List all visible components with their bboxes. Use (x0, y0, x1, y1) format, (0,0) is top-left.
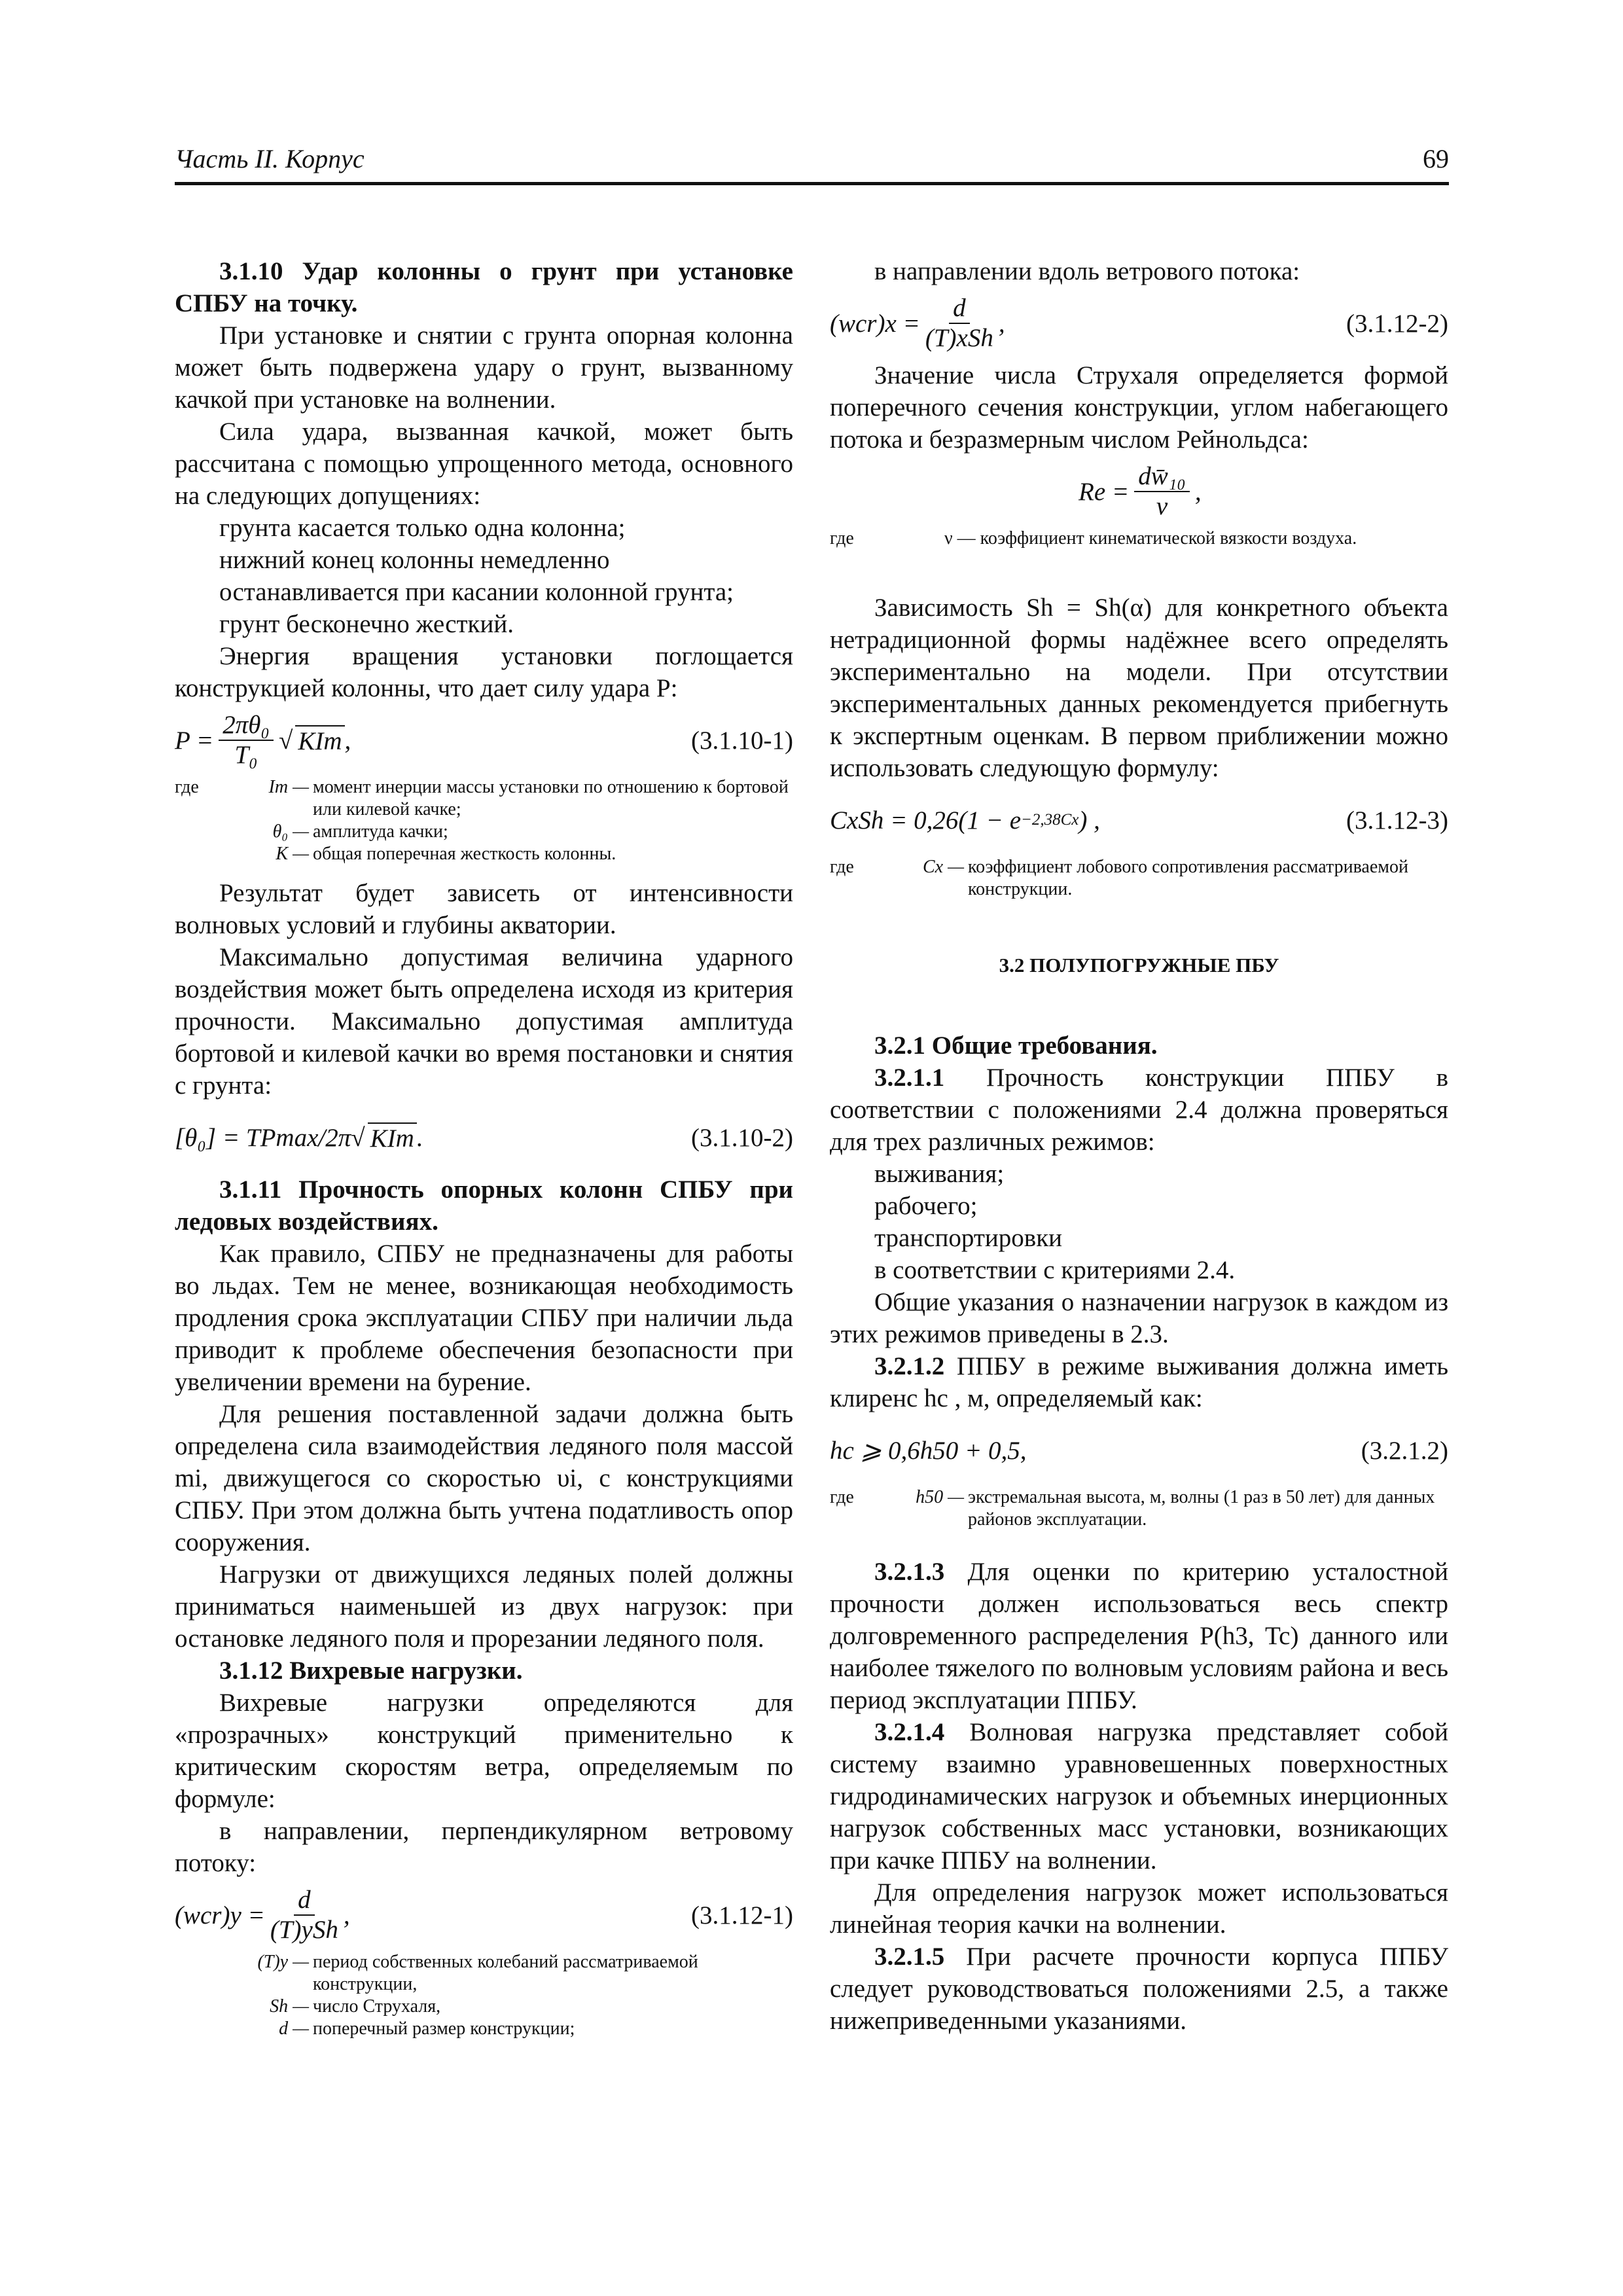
sqrt-sign: √ (351, 1123, 365, 1152)
paragraph: в направлении, перпендикулярном ветровому потоку: (175, 1817, 793, 1877)
paragraph (830, 1556, 1448, 1716)
paragraph: Результат будет зависеть от интенсивности волновых условий и глубины акватории. (175, 879, 793, 939)
paragraph (830, 1941, 1448, 2037)
clause-number: 3.2.1.4 (874, 1718, 945, 1746)
symbol-definition: коэффициент лобового сопротивления рассматриваемой конструкции. (968, 857, 1408, 899)
symbol: Cx — (923, 857, 964, 877)
section-3-1-12-heading: 3.1.12 Вихревые нагрузки. (219, 1657, 523, 1685)
left-column (175, 255, 793, 2040)
equation-tail: ) , (1079, 806, 1100, 834)
equation-3-1-10-1 (175, 708, 793, 772)
clause-number: 3.2.1.5 (874, 1943, 945, 1971)
list-item: рабочего; (874, 1192, 978, 1220)
equation-tail: , (344, 726, 351, 755)
fraction-denominator: (T)ySh (270, 1916, 338, 1944)
fraction (925, 294, 993, 353)
sqrt-radicand: KIm (368, 1122, 417, 1153)
symbol-definition: амплитуда качки; (313, 821, 448, 842)
paragraph: Для решения поставленной задачи должна быть определена сила взаимодействия ледяного поля массой mi, движущегося со скоростью υi, с конструкциями СПБУ. При этом должна быть учтена податливость опор сооружения. (175, 1400, 793, 1556)
symbol: θ₀ — (272, 821, 309, 842)
fraction-denominator: (T)xSh (925, 324, 993, 352)
paragraph: Сила удара, вызванная качкой, может быть рассчитана с помощью упрощенного метода, основного на следующих допущениях: (175, 418, 793, 510)
paragraph: Максимально допустимая величина ударного воздействия может быть определена исходя из критерия прочности. Максимально допустимая амплитуда бортовой и килевой качки во время постановки и снятия с грунта: (175, 943, 793, 1100)
equation-number: (3.1.12-2) (1346, 309, 1448, 338)
symbol-definition: общая поперечная жесткость колонны. (313, 844, 616, 864)
equation-tail: , (1194, 477, 1202, 506)
paragraph (830, 1716, 1448, 1876)
where-block (830, 856, 1448, 901)
clause-text: Прочность конструкции ППБУ в соответствии с положениями 2.4 должна проверяться для трех различных режимов: (830, 1064, 1448, 1156)
equation-lhs: (wcr)y = (175, 1901, 265, 1929)
header-title: Часть II. Корпус (175, 144, 365, 173)
equation-3-1-12-2 (830, 291, 1448, 355)
symbol-definition: момент инерции массы установки по отношению к бортовой или килевой качке; (313, 777, 789, 819)
equation-lhs: (wcr)x = (830, 309, 920, 338)
fraction-numerator: d (949, 294, 970, 324)
symbol: d — (279, 2018, 309, 2039)
equation-3-1-12-1 (175, 1883, 793, 1947)
equation-number: (3.2.1.2) (1361, 1436, 1448, 1465)
paragraph: Нагрузки от движущихся ледяных полей должны приниматься наименьшей из двух нагрузок: при остановке ледяного поля и прорезании ледяного поля. (175, 1560, 793, 1653)
equation-lhs: CxSh = 0,26(1 − e (830, 806, 1022, 834)
where-label: где (830, 1487, 854, 1507)
list-item: в соответствии с критериями 2.4. (874, 1256, 1236, 1284)
equation-lhs: Re = (1079, 477, 1130, 506)
clause-number: 3.2.1.3 (874, 1558, 945, 1586)
paragraph (830, 1062, 1448, 1158)
equation-number: (3.1.10-2) (691, 1123, 793, 1152)
paragraph: Как правило, СПБУ не предназначены для работы во льдах. Тем не менее, возникающая необходимость продления срока эксплуатации СПБУ при наличии льда приводит к проблеме обеспечения безопасности при увеличении времени на бурение. (175, 1240, 793, 1396)
equation-lhs: P = (175, 726, 214, 755)
equation-3-1-10-2 (175, 1105, 793, 1170)
fraction-numerator: 2πθ₀ (219, 711, 274, 741)
symbol-definition: экстремальная высота, м, волны (1 раз в 50 лет) для данных районов эксплуатации. (968, 1487, 1435, 1530)
equation-3-2-1-2 (830, 1418, 1448, 1482)
paragraph (830, 1350, 1448, 1414)
running-header (175, 143, 1449, 185)
where-block (175, 776, 793, 865)
sqrt-radicand: KIm (295, 725, 344, 756)
clause-text: ППБУ в режиме выживания должна иметь клиренс hc , м, определяемый как: (830, 1352, 1449, 1412)
list-item: грунта касается только одна колонна; (219, 514, 626, 542)
where-label: где (175, 777, 199, 797)
paragraph: При установке и снятии с грунта опорная колонна может быть подвержена удару о грунт, вызванному качкой при установке на волнении. (175, 321, 793, 414)
right-column (830, 255, 1448, 2037)
fraction-numerator: d (294, 1886, 315, 1916)
symbol: (T)y — (257, 1952, 309, 1972)
list-item: транспортировки (874, 1224, 1063, 1252)
symbol-definition: ν — коэффициент кинематической вязкости воздуха. (944, 528, 1357, 548)
list-item: нижний конец колонны немедленно останавливается при касании колонной грунта; (219, 546, 734, 606)
page-number: 69 (1423, 144, 1449, 173)
where-label: где (830, 857, 854, 877)
fraction (219, 711, 274, 770)
equation-tail: . (416, 1123, 423, 1152)
fraction (1134, 462, 1190, 521)
symbol-definition: период собственных колебаний рассматриваемой конструкции, (313, 1952, 698, 1994)
symbol: K — (276, 844, 309, 864)
clause-number: 3.2.1.2 (874, 1352, 945, 1380)
fraction-denominator: ν (1156, 492, 1168, 520)
section-3-2-heading: 3.2 ПОЛУПОГРУЖНЫЕ ПБУ (999, 954, 1279, 977)
section-3-2-1-heading: 3.2.1 Общие требования. (874, 1031, 1158, 1060)
where-label: где (830, 528, 854, 548)
clause-text: При расчете прочности корпуса ППБУ следует руководствоваться положениями 2.5, а также нижеприведенными указаниями. (830, 1943, 1448, 2035)
paragraph: Зависимость Sh = Sh(α) для конкретного объекта нетрадиционной формы надёжнее всего определять экспериментально на модели. При отсутствии экспериментальных данных рекомендуется прибегнуть к экспертным оценкам. В первом приближении можно использовать следующую формулу: (830, 594, 1448, 782)
equation-number: (3.1.10-1) (691, 726, 793, 755)
where-block (830, 1486, 1448, 1531)
sqrt-sign: √ (278, 726, 293, 755)
clause-text: Волновая нагрузка представляет собой систему взаимно уравновешенных поверхностных гидродинамических нагрузок и объемных инерционных нагрузок собственных масс установки, возникающих при качке ППБУ на волнении. (830, 1718, 1449, 1874)
equation-expression: hc ⩾ 0,6h50 + 0,5, (830, 1436, 1027, 1465)
paragraph: в направлении вдоль ветрового потока: (874, 257, 1300, 285)
symbol: h50 — (916, 1487, 964, 1507)
paragraph: Общие указания о назначении нагрузок в каждом из этих режимов приведены в 2.3. (830, 1288, 1448, 1348)
equation-tail: , (343, 1901, 350, 1929)
where-block (830, 528, 1448, 550)
symbol-definition: число Струхаля, (313, 1996, 441, 2017)
paragraph: Энергия вращения установки поглощается конструкцией колонны, что дает силу удара P: (175, 642, 793, 702)
equation-lhs: [θ₀] = TPmax/2π (175, 1123, 351, 1152)
list-item: грунт бесконечно жесткий. (219, 610, 514, 638)
fraction-numerator: dw̄₁₀ (1134, 462, 1190, 492)
equation-number: (3.1.12-1) (691, 1901, 793, 1929)
paragraph: Значение числа Струхаля определяется формой поперечного сечения конструкции, углом набегающего потока и безразмерным числом Рейнольдса: (830, 361, 1448, 454)
clause-number: 3.2.1.1 (874, 1064, 945, 1092)
fraction-denominator: T₀ (234, 741, 258, 769)
equation-tail: , (998, 309, 1005, 338)
equation-reynolds (830, 459, 1448, 524)
symbol: Im — (268, 777, 309, 797)
symbol-definition: поперечный размер конструкции; (313, 2018, 575, 2039)
equation-number: (3.1.12-3) (1346, 806, 1448, 834)
exponent: −2,38Cx (1021, 811, 1079, 829)
symbol: Sh — (270, 1996, 309, 2017)
fraction (270, 1886, 338, 1945)
section-3-1-11-heading: 3.1.11 Прочность опорных колонн СПБУ при ледовых воздействиях. (175, 1175, 793, 1236)
clause-text: Для оценки по критерию усталостной прочности должен использоваться весь спектр долговременного распределения P(h3, Tc) данного или наиболее тяжелого по волновым условиям района и весь период эксплуатации ППБУ. (830, 1558, 1449, 1714)
paragraph: Для определения нагрузок может использоваться линейная теория качки на волнении. (830, 1878, 1448, 1939)
where-block (175, 1951, 793, 2040)
list-item: выживания; (874, 1160, 1005, 1188)
paragraph: Вихревые нагрузки определяются для «прозрачных» конструкций применительно к критическим скоростям ветра, определяемым по формуле: (175, 1689, 793, 1813)
section-3-1-10-heading: 3.1.10 Удар колонны о грунт при установке СПБУ на точку. (175, 257, 793, 317)
equation-3-1-12-3 (830, 788, 1448, 852)
